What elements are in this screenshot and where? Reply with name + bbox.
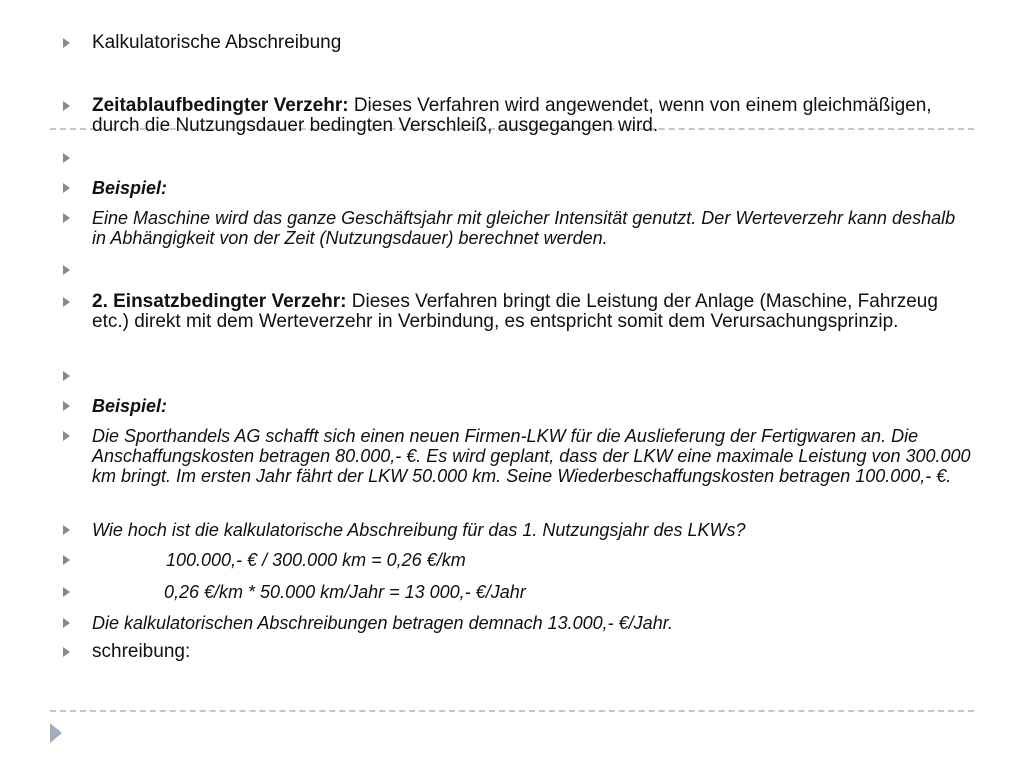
triangle-bullet-icon	[63, 371, 70, 381]
list-item	[92, 292, 972, 332]
list-item: Beispiel:	[92, 396, 972, 416]
triangle-bullet-icon	[63, 297, 70, 307]
list-item: Die kalkulatorischen Abschreibungen betragen demnach 13.000,- €/Jahr.	[92, 613, 972, 633]
list-item: 100.000,- € / 300.000 km = 0,26 €/km	[92, 550, 972, 570]
dashed-divider-bottom	[50, 710, 974, 712]
triangle-bullet-icon	[63, 587, 70, 597]
list-item: Beispiel:	[92, 178, 972, 198]
corner-triangle-icon	[50, 723, 62, 743]
triangle-bullet-icon	[63, 101, 70, 111]
list-item: Kalkulatorische Abschreibung	[92, 33, 972, 53]
triangle-bullet-icon	[63, 265, 70, 275]
list-item: schreibung:	[92, 642, 972, 662]
item-text: Dieses Verfahren wird angewendet, wenn von einem gleichmäßigen, durch die Nutzungsdauer bedingten Verschleiß, ausgegangen wird.	[92, 95, 932, 136]
list-item: Die Sporthandels AG schafft sich einen neuen Firmen-LKW für die Auslieferung der Fertigwaren an. Die Anschaffungskosten betragen 80.000,- €. Es wird geplant, dass der LKW eine maximale Leistung von 300.000 km bringt. Im ersten Jahr fährt der LKW 50.000 km. Seine Wiederbeschaffungskosten betragen 100.000,- €.	[92, 426, 972, 486]
triangle-bullet-icon	[63, 401, 70, 411]
triangle-bullet-icon	[63, 431, 70, 441]
list-item: 0,26 €/km * 50.000 km/Jahr = 13 000,- €/Jahr	[92, 582, 972, 602]
triangle-bullet-icon	[63, 525, 70, 535]
triangle-bullet-icon	[63, 213, 70, 223]
list-item: Wie hoch ist die kalkulatorische Abschreibung für das 1. Nutzungsjahr des LKWs?	[92, 520, 972, 540]
triangle-bullet-icon	[63, 647, 70, 657]
triangle-bullet-icon	[63, 38, 70, 48]
list-item	[92, 96, 972, 136]
triangle-bullet-icon	[63, 153, 70, 163]
item-text: Dieses Verfahren bringt die Leistung der Anlage (Maschine, Fahrzeug etc.) direkt mit dem Werteverzehr in Verbindung, es entspricht somit dem Verursachungsprinzip.	[92, 291, 938, 332]
triangle-bullet-icon	[63, 183, 70, 193]
triangle-bullet-icon	[63, 555, 70, 565]
item-lead: 2. Einsatzbedingter Verzehr:	[92, 291, 347, 312]
item-lead: Zeitablaufbedingter Verzehr:	[92, 95, 349, 116]
list-item: Eine Maschine wird das ganze Geschäftsjahr mit gleicher Intensität genutzt. Der Werteverzehr kann deshalb in Abhängigkeit von der Zeit (Nutzungsdauer) berechnet werden.	[92, 208, 972, 248]
triangle-bullet-icon	[63, 618, 70, 628]
